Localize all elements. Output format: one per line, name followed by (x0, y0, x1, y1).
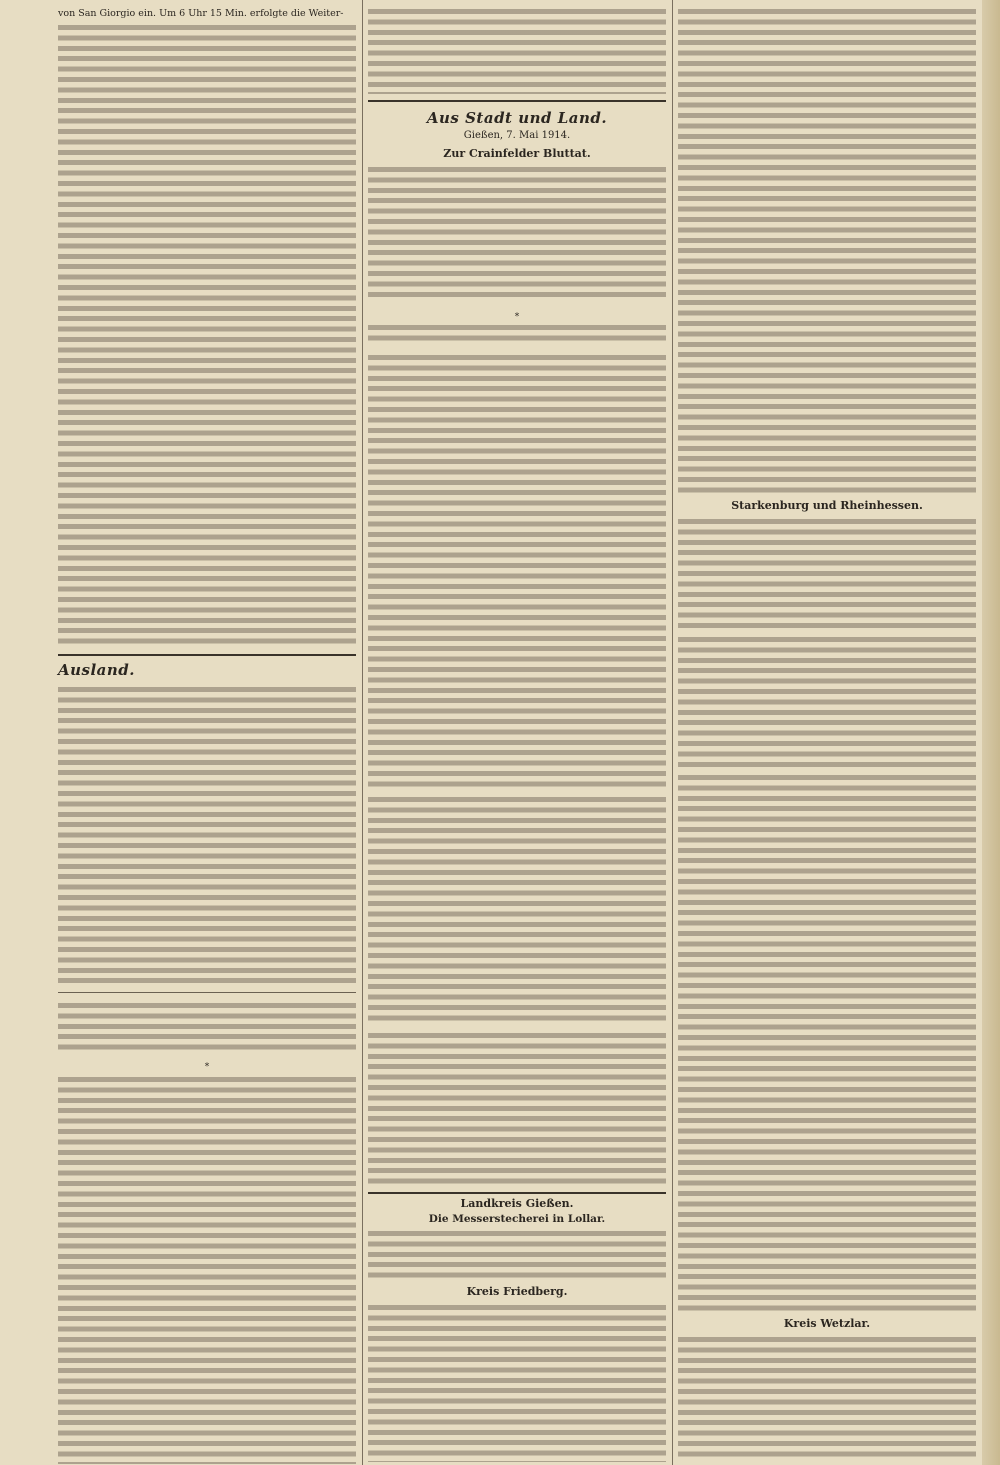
text-block-ausland (58, 684, 356, 984)
text-block-mainz (678, 772, 976, 1312)
text-block-darmstadt (678, 516, 976, 630)
dateline: Gießen, 7. Mai 1914. (368, 130, 666, 142)
section-divider (368, 100, 666, 102)
text-block-bahnverhaeltnisse (678, 6, 976, 494)
text-block-reichstag (58, 22, 356, 644)
divider-line (58, 992, 356, 993)
column-rule-left (362, 0, 363, 1465)
text-block-zwingenberg (678, 634, 976, 768)
text-block-gewerbe-ausstellung (368, 352, 666, 790)
column-1-first-line: von San Giorgio ein. Um 6 Uhr 15 Min. erfolgte die Weiter- (58, 8, 356, 20)
text-block-friedberg (368, 1302, 666, 1462)
text-block-tageskalender (368, 322, 666, 346)
text-block-short-note (58, 1000, 356, 1055)
heading-starkenburg-und-rheinhessen: Starkenburg und Rheinhessen. (678, 498, 976, 514)
text-block-wetzlar (678, 1334, 976, 1462)
page-edge-shadow (982, 0, 1000, 1465)
column-rule-right (672, 0, 673, 1465)
subheading-lollar: Die Messerstecherei in Lollar. (368, 1212, 666, 1226)
section-heading-ausland: Ausland. (58, 660, 356, 680)
text-block-postsendungen (368, 794, 666, 1026)
star-divider: ⁎ (368, 308, 666, 320)
section-divider (58, 654, 356, 656)
heading-kreis-friedberg: Kreis Friedberg. (368, 1284, 666, 1300)
section-divider (368, 1192, 666, 1194)
heading-kreis-wetzlar: Kreis Wetzlar. (678, 1316, 976, 1332)
text-block-lollar (368, 1228, 666, 1280)
text-block-germanen (58, 1074, 356, 1464)
text-block-bluttat (368, 164, 666, 302)
subheading-crainfelder-bluttat: Zur Crainfelder Bluttat. (368, 146, 666, 162)
heading-landkreis-giessen: Landkreis Gießen. (368, 1196, 666, 1212)
star-divider: ⁎ (58, 1058, 356, 1070)
section-heading-stadt-und-land: Aus Stadt und Land. (368, 108, 666, 128)
text-block-kleine-mitteilungen (368, 1030, 666, 1188)
text-block-continuation (368, 6, 666, 94)
